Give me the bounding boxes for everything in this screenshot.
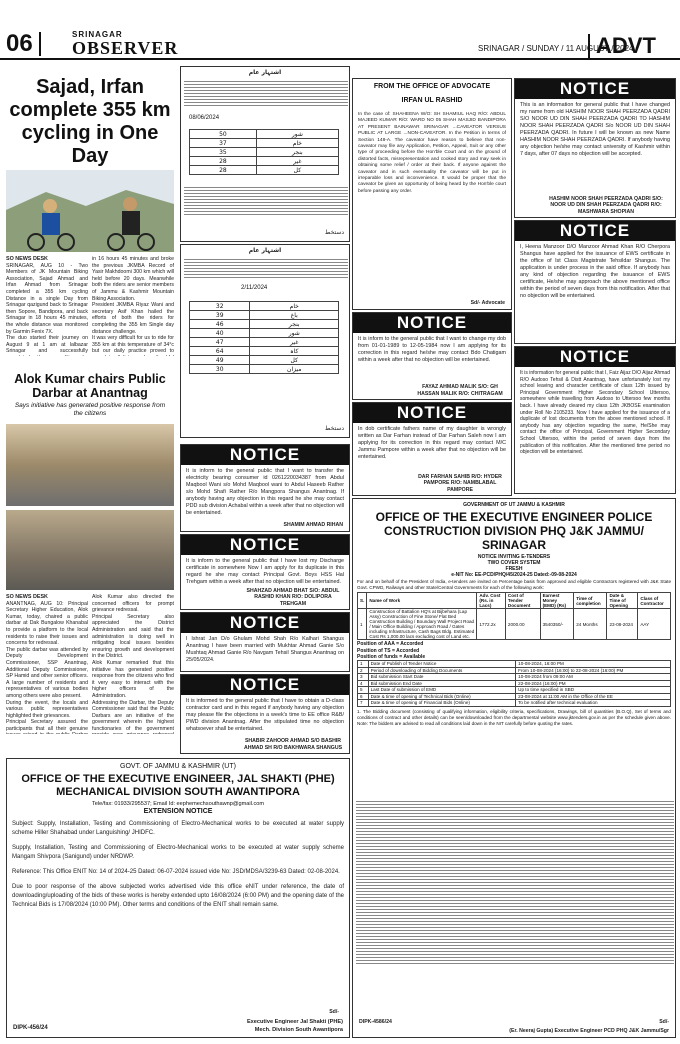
urdu-table-row xyxy=(190,311,339,320)
urdu-table-label: شور xyxy=(256,130,338,139)
police-sub1: NOTICE INVITING E-TENDERS xyxy=(477,554,551,560)
advocate-title: FROM THE OFFICE OF ADVOCATE xyxy=(373,83,491,90)
story1-headline: Sajad, Irfan complete 355 km cycling in One Day xyxy=(9,76,171,167)
urdu-table-row xyxy=(190,320,339,329)
urdu-table-label: کل xyxy=(250,356,339,365)
police-schedule-cell: 4 xyxy=(358,680,369,687)
advocate-notice xyxy=(352,78,512,310)
police-table-header-cell: Time of completion xyxy=(574,593,607,609)
notice-ews-text: I, Heena Manzoor D/O Manzoor Ahmad Khan R/O Cherpora Shangus have applied for the issuance of EWS certificate in the office of Ist Class Magistrate Tehsildar Shangus. The application is under process in the said office. If anybody has any kind of objection regarding the issuance of EWS certificate, He/she may approach the above mentioned office within the period of seven days from this notification. After that no objection will be entertained. xyxy=(520,244,670,299)
story1-p4: President JKMBA Riyaz Wani and secretary Asif Khan hailed the efforts of both the riders for completing the 355 km Single day distance challenge. xyxy=(92,302,174,335)
urdu-table-label: بنجر xyxy=(250,320,339,329)
story2-p8: Addressing the Darbar, the Deputy Commissioner said that the Public Darbars are an initiative of the government wherein the highest functionaries of the government xyxy=(92,699,174,732)
masthead-small: SRINAGAR xyxy=(72,30,123,39)
notice-ews xyxy=(514,220,676,344)
police-pos3: Position of funds = Available xyxy=(357,654,426,660)
notice-dob-sign: FAYAZ AHMAD MALIK S/O: GH HASSAN MALIK R/O: CHITRAGAM xyxy=(417,384,503,397)
notice-name-change xyxy=(514,78,676,218)
police-table-header-cell: Cost of Tender Document xyxy=(505,593,540,609)
urdu-table-value: 47 xyxy=(190,338,250,347)
urdu-table-value: 30 xyxy=(190,365,250,374)
police-schedule-cell: Date & time of opening of Technical Bids (Online) xyxy=(368,693,516,700)
story2-p7: Alok Kumar remarked that this initiative has generated positive response from the citizens who find it very easy to interact with the higher officers of the Administration. xyxy=(92,659,174,699)
police-work-table xyxy=(357,592,671,640)
police-schedule-cell: Date & time of opening of Financial Bids (Online) xyxy=(368,700,516,707)
story1-byline: SO NEWS DESK xyxy=(6,256,48,262)
notice-certificate xyxy=(514,346,676,494)
police-schedule-cell: Up to time specified in SBD xyxy=(516,687,671,694)
urdu-table-label: غیر xyxy=(256,157,338,166)
notice-electricity xyxy=(180,444,350,532)
police-intro: For and on behalf of the President of India, e-tenders are invited on Percentage basis from approved and eligible Contractors registered with J&K State Govt. CPWD, Railways and other State/Central Governments for each of the following work: xyxy=(357,579,671,590)
police-table-head xyxy=(358,593,671,609)
phe-dipk: DIPK-456/24 xyxy=(13,1024,48,1031)
urdu-1-text xyxy=(181,79,350,115)
urdu-table-label: بنجر xyxy=(256,148,338,157)
phe-title: OFFICE OF THE EXECUTIVE ENGINEER, JAL SHAKTI (PHE) MECHANICAL DIVISION SOUTH AWANTIPORA xyxy=(21,773,335,798)
notice-contractor-text: It is informed to the general public that I have to obtain a D-class contractor card and in this regard if anybody having any objection may please file the objections in a week's time to EE office R&B/ PWD division Anantnag. After the stipulated time no objection whatsoever shall be entertained. xyxy=(186,698,344,732)
notice-electricity-text: It is inform to the general public that I want to transfer the electricity bearing consumer id 0261220034387 from Abdul Maqbool Wani s/o Mohd Maqbool wani to Abdul Haseeb Rather s/o Mohd Shafi Rather R/o Mangpora Shangus Anantnag. If anybody having any objection in this regard he she may contact PDD sub division Achabal within a week after that no objection will be entertained. xyxy=(186,468,344,516)
police-table-row xyxy=(358,609,671,640)
police-nit: e-NIT No: EE-PCD/PHQ/45/2024-25 Dated:-09-08-2024 xyxy=(451,572,577,578)
urdu-2-footer: دستخط xyxy=(324,425,344,432)
police-sub2: TWO COVER SYSTEM xyxy=(487,560,541,566)
police-pos1: Position of AAA = Accorded xyxy=(357,641,424,647)
advocate-name: IRFAN UL RASHID xyxy=(401,97,463,104)
police-schedule-cell: Bid submission End Date xyxy=(368,680,516,687)
urdu-table-row xyxy=(190,148,339,157)
advocate-sign: Sd/- Advocate xyxy=(470,299,505,306)
urdu-table-row xyxy=(190,130,339,139)
police-sd: Sd/- xyxy=(659,1018,669,1025)
police-table-header-cell: Earnest Money (EMD) (Rs) xyxy=(540,593,574,609)
notice-father-name-label: NOTICE xyxy=(353,403,511,423)
cyclists-photo-art xyxy=(6,170,174,252)
notice-marriage-label: NOTICE xyxy=(181,613,349,633)
urdu-table-label: خام xyxy=(256,139,338,148)
police-body: 1. The Bidding document (consisting of qualifying information, eligibility criteria, specifications, Drawings, bill of quantities (B.O.Q), Set of terms and conditions of contract and other details) can be seen/downloaded from the departmental website www.jktenders.gov.in as per the schedule given above. Note: The bidders are advised to read all conditions laid down in the NIT carefully before quoting the rates. xyxy=(357,708,671,726)
police-table-cell: Construction of Battalion HQ's at Bijbehara (Lap Assy) Construction of Fine Stone/ Flat Bed Construction Building / Boundary Wall Project Road / Main Office Building / Approach Road / Gates including Infrastructure, Cash Bags Bldg. Estimated Cost Rs 1,000.00 lacs excluding cost of Land etc. xyxy=(367,609,477,640)
police-schedule-table xyxy=(357,660,671,707)
police-schedule-row xyxy=(358,700,671,707)
phe-reference: Reference: This Office ENIT No: 14 of 2024-25 Dated: 06-07-2024 issued vide No: JSD/MDSA/3239-63 Dated: 02-08-2024. xyxy=(12,869,340,875)
story2-p5: Alok Kumar also directed the concerned officers for prompt grievance redressal. xyxy=(92,594,174,614)
urdu-table-value: 40 xyxy=(190,329,250,338)
police-schedule-cell: Bid submission Start Date xyxy=(368,674,516,681)
phe-notice: EXTENSION NOTICE xyxy=(143,808,213,815)
story2-p3: During the event, the locals and various public representatives highlighted their grievances. xyxy=(6,699,88,719)
urdu-table-value: 28 xyxy=(190,166,257,175)
urdu-table-value: 50 xyxy=(190,130,257,139)
urdu-2-table xyxy=(189,301,339,374)
police-schedule-cell: 10-08-2024, 16:00 PM xyxy=(516,661,671,668)
urdu-table-row xyxy=(190,302,339,311)
urdu-table-value: 37 xyxy=(190,139,257,148)
police-table-cell: 1 xyxy=(358,609,367,640)
dateline: SRINAGAR / SUNDAY / 11 AUGUST / 2024 xyxy=(478,44,634,53)
notice-dob-label: NOTICE xyxy=(353,313,511,333)
police-table-header-cell: Adv. Cost (Rs. in Lacs) xyxy=(477,593,506,609)
notice-contractor xyxy=(180,674,350,754)
phe-contact: Tele/fax: 01933/295537; Email Id: eephemechsouthawnp@gmail.com xyxy=(91,801,265,807)
story1-col1 xyxy=(6,256,88,356)
phe-sign2: Mech. Division South Awantipora xyxy=(254,1026,343,1033)
police-sub3: FRESH xyxy=(505,566,523,572)
notice-marriage xyxy=(180,612,350,672)
masthead-logo: OBSERVER xyxy=(72,38,179,58)
urdu-2-date: 2/11/2024 xyxy=(241,285,268,291)
notice-electricity-label: NOTICE xyxy=(181,445,349,465)
police-schedule-cell: 10-08-2024 from 09:00 AM xyxy=(516,674,671,681)
section-label: ADVT xyxy=(588,34,656,58)
urdu-table-value: 35 xyxy=(190,148,257,157)
urdu-table-row xyxy=(190,329,339,338)
notice-discharge xyxy=(180,534,350,610)
police-schedule-cell: From 10-08-2024 (16:00) to 22-08-2024 (16:00) PM xyxy=(516,667,671,674)
notice-name-change-sign: HASHIM NOOR SHAH PEERZADA QADRI S/O: NOOR UD DIN SHAH PEERZADA QADRI R/O: MASHWARA SHOPIAN xyxy=(549,195,663,215)
police-sign: (Er. Neeraj Gupta) Executive Engineer PCD PHQ J&K Jammu/Sgr xyxy=(509,1027,669,1034)
urdu-table-label: شور xyxy=(250,329,339,338)
police-table-header-cell: Date & Time of Opening xyxy=(607,593,638,609)
notice-electricity-sign: SHAMIM AHMAD RIHAN xyxy=(283,521,343,528)
story2-headline: Alok Kumar chairs Public Darbar at Anantnag xyxy=(14,372,166,400)
urdu-2-text xyxy=(181,257,350,285)
police-schedule-cell: To be notified after technical evaluation xyxy=(516,700,671,707)
police-pos2: Position of TS = Accorded xyxy=(357,648,420,654)
urdu-table-row xyxy=(190,338,339,347)
urdu-notice-1 xyxy=(180,66,350,242)
notice-contractor-label: NOTICE xyxy=(181,675,349,695)
police-schedule-cell: 1 xyxy=(358,661,369,668)
story1-p2: The duo started their journey on August 9 at 1 am at lalbazar Srinagar and successfully xyxy=(6,335,88,355)
story2-p6: Principal Secretary also appreciated the District Administration and said that the administration is doing well in mitigating local issues besides ensuring growth and development in the District. xyxy=(92,613,174,660)
police-table-header-cell: Name of Work xyxy=(367,593,477,609)
urdu-1-date: 08/06/2024 xyxy=(189,115,220,121)
notice-name-change-text: This is an information for general public that I have changed my name from old HASHIM NOOR SHAH PEERZADA QADRI S/O NOOR UD DIN SHAH PEERZADA QADRI TO HASHIM NOOR SHAH PEERZADA QADRI S/o NOOR UD DIN SHAH PEERZADA QADRI. In future I will be known as new Name HASHIM NOOR SHAH PEERZADA QADRI. If anybody having any objection he/she may contact university of Kashmir within 7 days, after 07 days no objection will be accepted. xyxy=(520,102,670,157)
urdu-table-value: 32 xyxy=(190,302,250,311)
page-header xyxy=(0,0,680,60)
urdu-2-title: اشتہار عام xyxy=(248,247,282,254)
police-schedule-cell: 22-08-2024 (16:00) PM xyxy=(516,680,671,687)
story1-p3: in 16 hours 45 minutes and broke the previous JKMBA Record of Yasir Makhdoomi 300 km which will held before 20 days. Meanwhile both the riders are senior members of Jammu & Kashmir Mountain Biking Association. xyxy=(92,256,174,302)
police-schedule-cell: Period of downloading of Bidding Documents xyxy=(368,667,516,674)
phe-sd: Sd/- xyxy=(329,1008,339,1015)
police-table-cell: 2000.00 xyxy=(505,609,540,640)
urdu-notice-2 xyxy=(180,244,350,438)
notice-father-name-text: In dob certificate fathers name of my daughter is wrongly written as Dar Farhan instead of Dar Farhan Saleh now I am applying for its correction in this regard may contact M/C Jammu Pampore within a week after that no objection will be entertained. xyxy=(358,426,506,460)
story2-p4: Principal Secretary assured the participants that all their genuine xyxy=(6,719,88,732)
story1-p5: It was very difficult for us to ride for 355 km at this temperature of 34°c but our daily practice proved to xyxy=(92,335,174,355)
story1-col2 xyxy=(92,256,174,356)
police-dipk: DIPK-4586/24 xyxy=(359,1018,392,1025)
story2-deck: Says initiative has generated positive response from the citizens xyxy=(14,402,166,417)
notice-father-name-sign: DAR FARHAN SAHIB R/O: HYDER PAMPORE R/O: NAMBLABAL PAMPORE xyxy=(418,473,502,493)
story2-p1: ANANTNAG, AUG 10: Principal Secretary Higher Education, Alok Kumar, today, chaired a public darbar at Dak Bungalow Khanabal to provide a platform to the local residents to raise their issues and concerns for redressal. xyxy=(6,600,88,647)
story2-p2: The public darbar was attended by Deputy Development Commissioner, SSP Anantnag, Additional Deputy Commissioner, SP Hamid and other senior officers. A large number of residents and representatives of various bodies among others were also present. xyxy=(6,646,88,699)
urdu-1-table xyxy=(189,129,339,175)
police-table-cell: AAY xyxy=(638,609,671,640)
urdu-table-label: خام xyxy=(250,302,339,311)
urdu-table-label: کل xyxy=(256,166,338,175)
story2-byline: SO NEWS DESK xyxy=(6,594,48,600)
police-table-cell: 3540350/- xyxy=(540,609,574,640)
story1-p1: SRINAGAR, AUG 10 - Two Members of JK Mountain Biking Association, Sajad Ahmad and Irfan Ahmad from Srinagar completed a 355 km cycling Distance in a single Day from Srinagar qazigund back to Srinagar then Sopore, Bandipora, and back Srinagar in 18 hours 45 minutes, the whole distance was monitored by Garmin Fenix 7X. xyxy=(6,262,88,335)
darbar-photo-1 xyxy=(6,424,174,506)
police-govt: GOVERNMENT OF UT JAMMU & KASHMIR xyxy=(463,502,565,508)
notice-discharge-label: NOTICE xyxy=(181,535,349,555)
police-schedule-cell: 23-08-2024 at 11:00 AM in the Office of the EE xyxy=(516,693,671,700)
notice-marriage-text: I Ishrat Jan D/o Ghulam Mohd Shah R/o Kalhari Shangus Anantnag I have been married with Mukhtar Ahmad Ganie S/o Mushtaq Ahmad Ganie R/o Navgam Tehsil Shangus Anantnag on 25/05/2024. xyxy=(186,636,344,663)
advocate-body: In the case of: SHAHEENA W/O: SH SHAMIUL HAQ R/O: ABDUL MAJEED KUMAR R/O: WARD NO 05 SHAH MASJID BANDIPORA AT PRESENT BAINAWAR SRINAGAR ...CAVEATOR VERSUS PUBLIC AT LARGE ...NON-CAVEATOR. In the Petition in terms of Section 148-A. The caveator have reason to believe that non-caveator may file any Application, Petition, Appeal, Suit or any other type of proceeding before the Hon'ble Court and on the ground of distorted facts, misrepresentation and cooked story and may seek in obtaining some relief / order at their back. If anyone against the caveator and in such eventuality the caveator will be put in irreparable loss and inconvenience. It would be proper that the caveator be given an opportunity of being heard by the Hon'ble court before passing any order. xyxy=(358,112,506,194)
urdu-1-text-2 xyxy=(181,185,350,229)
urdu-table-row xyxy=(190,166,339,175)
police-schedule-cell: 3 xyxy=(358,674,369,681)
darbar-photo-2 xyxy=(6,510,174,590)
urdu-table-label: کاہ xyxy=(250,347,339,356)
urdu-1-footer: دستخط xyxy=(324,229,344,236)
police-schedule-cell: Date of Publish of Tender Notice xyxy=(368,661,516,668)
urdu-table-row xyxy=(190,356,339,365)
police-tender xyxy=(352,498,676,1038)
notice-dob xyxy=(352,312,512,400)
notice-discharge-text: It is inform to the general public that I have lost my Discharge certificate in somewhere Now I am apply for its duplicate in this regard he she may contact Principal Govt. Boys HSS Hal Trehgam within a week after that no objection will be entertained. xyxy=(186,558,344,585)
police-table-cell: 24 Months xyxy=(574,609,607,640)
urdu-table-label: غیر xyxy=(250,338,339,347)
urdu-table-row xyxy=(190,139,339,148)
notice-discharge-sign: SHAHZAD AHMAD BHAT S/O: ABDUL RASHID KHAN R/O: DOLIPORA TREHGAM xyxy=(246,587,340,607)
phe-govt: GOVT. OF JAMMU & KASHMIR (UT) xyxy=(120,763,236,770)
notice-ews-label: NOTICE xyxy=(515,221,675,241)
urdu-table-value: 64 xyxy=(190,347,250,356)
police-table-header-cell: Class of Contractor xyxy=(638,593,671,609)
notice-name-change-label: NOTICE xyxy=(515,79,675,99)
notice-contractor-sign: SHABIR ZAHOOR AHMAD S/O BASHIR AHMAD SH R/O BAKHWARA SHANGUS xyxy=(243,738,343,751)
phe-supply: Supply, Installation, Testing and Commissioning of Electro-Mechanical works to be executed at water supply scheme Mangam Shivpora (Sanigund) under NRDWP. xyxy=(12,845,344,860)
police-table-cell: 23-08-2024 xyxy=(607,609,638,640)
notice-father-name xyxy=(352,402,512,496)
story2-col1 xyxy=(6,594,88,734)
phe-sign1: Executive Engineer Jal Shakti (PHE) xyxy=(246,1018,343,1025)
notice-certificate-text: It is information for general public that I, Faiz Aijaz D/O Aijaz Ahmad R/O Audoso Tehsil & Distt Anantnag, have unfortunately lost my school leaving and character certificate of class 12th issued by Principal Government Higher Secondary School Uttersoo, somewhere while travelling from Audoso to Uttersoo few months back. I have already cleared my class 12th JKBOSE examination under Roll No 2105233. Now I have applied for the issuance of a duplicate of lost documents from the above mentioned school. If anybody has any objection regarding the same, He/She may contact the office of Principal, Government Higher Secondary School Uttersoo, within the period of seven days from the publication of this notification. After the mentioned time period no objection will be entertained. xyxy=(520,370,670,456)
urdu-table-value: 28 xyxy=(190,157,257,166)
police-table-cell: 1772.2x xyxy=(477,609,506,640)
urdu-1-title: اشتہار عام xyxy=(248,69,282,76)
urdu-table-row xyxy=(190,347,339,356)
notice-certificate-label: NOTICE xyxy=(515,347,675,367)
phe-tender xyxy=(6,758,350,1038)
urdu-table-value: 46 xyxy=(190,320,250,329)
story2-col2 xyxy=(92,594,174,734)
police-schedule-cell: 5 xyxy=(358,687,369,694)
police-fine-print xyxy=(353,799,676,1019)
notice-dob-text: It is inform to the general public that I want to change my dob from 01-01-1989 to 12-05-1984 now I am applying for its correction in this regard he/she may contact Bdo Chatigam within a week after that no objection will be entertained. xyxy=(358,336,506,363)
urdu-table-row xyxy=(190,157,339,166)
phe-subject: Subject: Supply, Installation, Testing and Commissioning of Electro-Mechanical works to be executed at water supply scheme Hiller Shahabad under Languishing/ JHIDFC. xyxy=(12,821,344,836)
phe-body: Due to poor response of the above subjected works advertised vide this office eNIT under reference, the date of downloading/uploading of the bids of these works is hereby extended upto 16/08/2024 (6:00 PM) and the opening date of the Technical Bids is 17/08/2024 (10:00 PM). Other terms and conditions of the ENIT shall remain same. xyxy=(12,884,344,908)
urdu-table-value: 39 xyxy=(190,311,250,320)
police-title: OFFICE OF THE EXECUTIVE ENGINEER POLICE CONSTRUCTION DIVISION PHQ J&K JAMMU/ SRINAGAR xyxy=(375,510,653,552)
police-schedule-cell: 7 xyxy=(358,700,369,707)
urdu-table-row xyxy=(190,365,339,374)
police-table-header-cell: S. xyxy=(358,593,367,609)
urdu-table-label: میزان xyxy=(250,365,339,374)
police-schedule-cell: 6 xyxy=(358,693,369,700)
page-number: 06 xyxy=(6,32,41,56)
police-schedule-cell: 2 xyxy=(358,667,369,674)
urdu-table-value: 49 xyxy=(190,356,250,365)
urdu-table-label: باغ xyxy=(250,311,339,320)
police-schedule-cell: Last Date of submission of EMD xyxy=(368,687,516,694)
cyclists-photo xyxy=(6,170,174,252)
